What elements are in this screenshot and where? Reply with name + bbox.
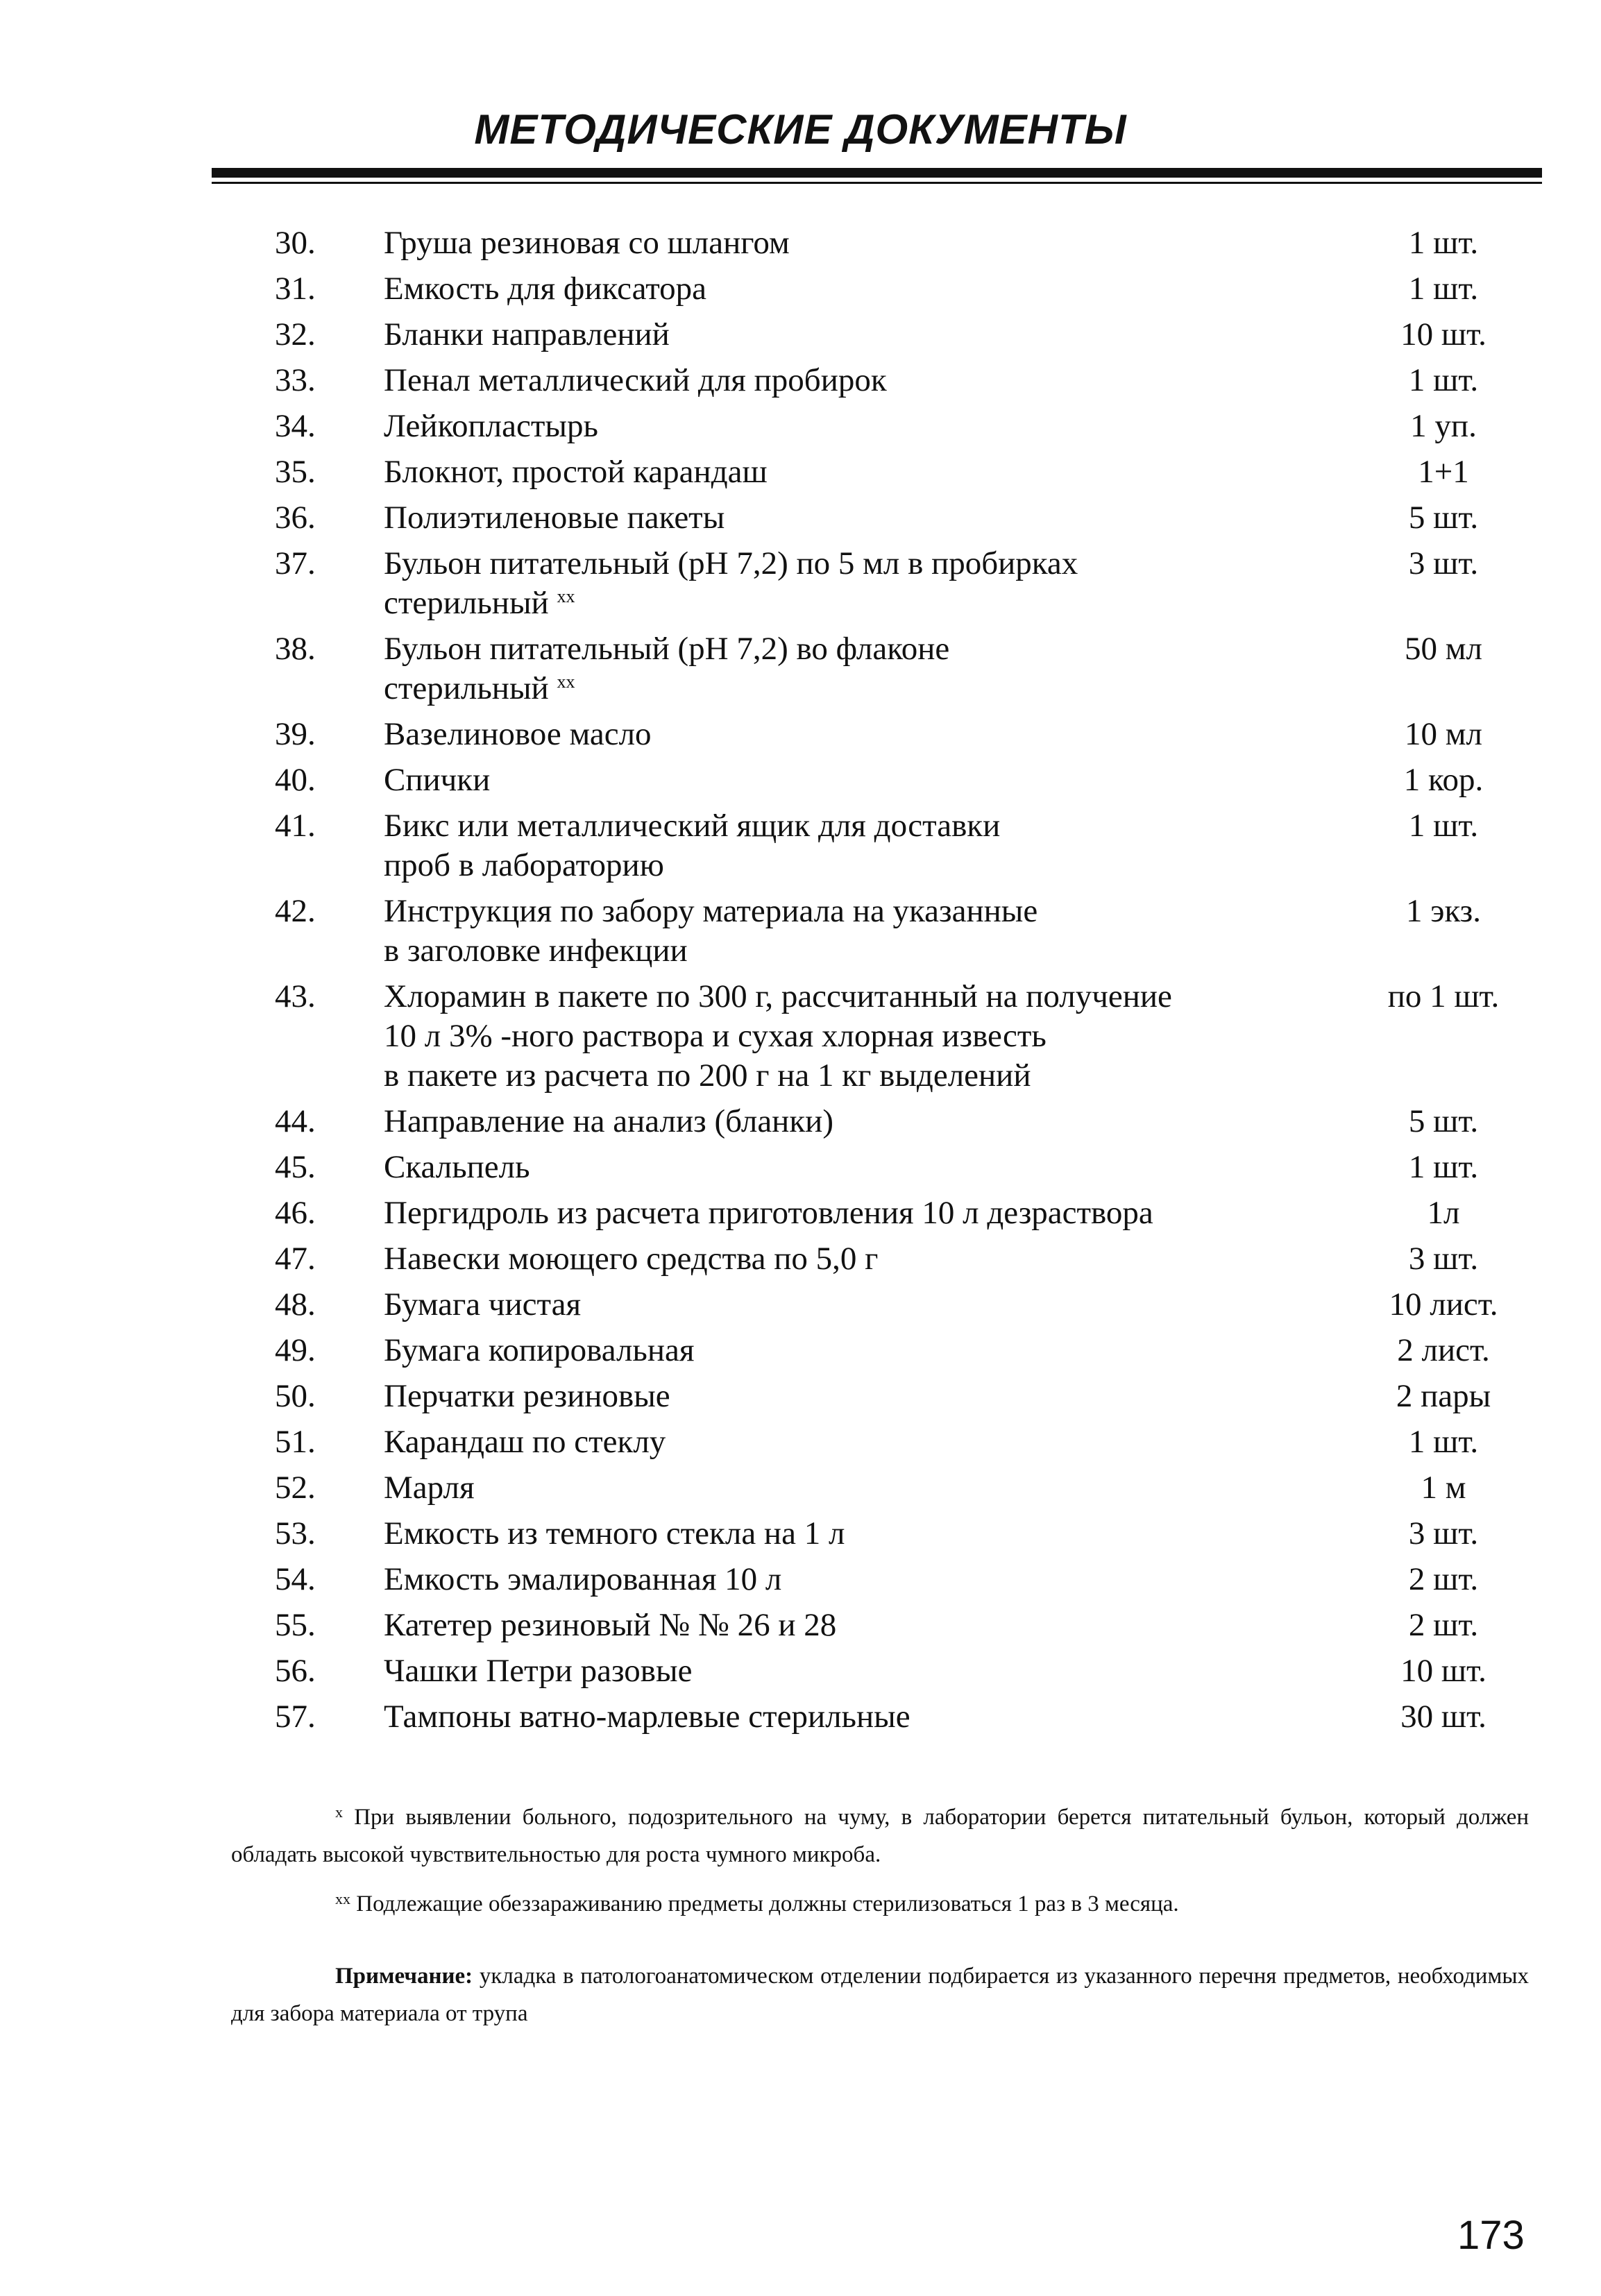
item-description-text: Бульон питательный (pH 7,2) по 5 мл в пробирках bbox=[384, 545, 1078, 581]
item-description-line bbox=[384, 1102, 1355, 1141]
list-item bbox=[0, 715, 1601, 754]
item-description bbox=[384, 1468, 1355, 1508]
item-description bbox=[384, 1422, 1355, 1462]
item-description bbox=[384, 452, 1355, 492]
item-description bbox=[384, 498, 1355, 538]
item-description bbox=[384, 629, 1355, 708]
item-number: 56. bbox=[275, 1653, 316, 1689]
item-quantity: 30 шт. bbox=[1400, 1699, 1486, 1735]
item-description-text: стерильный bbox=[384, 670, 549, 706]
item-quantity: 10 мл bbox=[1405, 716, 1482, 752]
item-quantity: 1 кор. bbox=[1403, 762, 1484, 798]
item-number: 33. bbox=[275, 362, 316, 398]
item-description-text: Скальпель bbox=[384, 1149, 530, 1185]
list-item bbox=[0, 977, 1601, 1096]
item-description-text: Пенал металлический для пробирок bbox=[384, 362, 887, 398]
item-description-text: Бумага чистая bbox=[384, 1286, 582, 1323]
list-item bbox=[0, 760, 1601, 800]
item-quantity: 3 шт. bbox=[1408, 1515, 1479, 1551]
footnote-ref: xx bbox=[557, 672, 575, 692]
item-quantity: 1 шт. bbox=[1408, 225, 1479, 261]
item-description bbox=[384, 1606, 1355, 1645]
footnote-2 bbox=[231, 1880, 1529, 1923]
item-description-line bbox=[384, 1193, 1355, 1233]
item-description bbox=[384, 223, 1355, 263]
item-description-line bbox=[384, 1148, 1355, 1187]
item-description bbox=[384, 1651, 1355, 1691]
item-description-text: Бланки направлений bbox=[384, 316, 670, 352]
item-description-line bbox=[384, 1285, 1355, 1325]
item-number: 38. bbox=[275, 631, 316, 667]
item-number: 37. bbox=[275, 545, 316, 581]
item-number: 52. bbox=[275, 1470, 316, 1506]
list-item bbox=[0, 544, 1601, 623]
list-item bbox=[0, 1422, 1601, 1462]
item-description-text: Емкость для фиксатора bbox=[384, 271, 707, 307]
item-description-text: Емкость эмалированная 10 л bbox=[384, 1561, 782, 1597]
item-description-line bbox=[384, 1422, 1355, 1462]
item-quantity: 1 шт. bbox=[1408, 808, 1479, 844]
list-item bbox=[0, 1606, 1601, 1645]
list-item bbox=[0, 1560, 1601, 1599]
list-item bbox=[0, 892, 1601, 971]
list-item bbox=[0, 629, 1601, 708]
item-number: 46. bbox=[275, 1195, 316, 1231]
list-item bbox=[0, 315, 1601, 355]
item-description bbox=[384, 1377, 1355, 1416]
item-quantity: 1 шт. bbox=[1408, 1424, 1479, 1460]
item-number: 43. bbox=[275, 978, 316, 1014]
item-quantity: 1 шт. bbox=[1408, 1149, 1479, 1185]
list-item bbox=[0, 1651, 1601, 1691]
item-number: 54. bbox=[275, 1561, 316, 1597]
list-item bbox=[0, 498, 1601, 538]
item-quantity: 2 шт. bbox=[1408, 1607, 1479, 1643]
item-description-line bbox=[384, 1468, 1355, 1508]
item-quantity: 5 шт. bbox=[1408, 500, 1479, 536]
item-quantity: 1+1 bbox=[1418, 454, 1469, 490]
item-description-line bbox=[384, 669, 1355, 708]
item-number: 57. bbox=[275, 1699, 316, 1735]
item-description-line bbox=[384, 361, 1355, 400]
item-description-line bbox=[384, 315, 1355, 355]
item-description-text: в заголовке инфекции bbox=[384, 933, 688, 969]
list-item bbox=[0, 1285, 1601, 1325]
item-description-text: Катетер резиновый № № 26 и 28 bbox=[384, 1607, 837, 1643]
item-description bbox=[384, 1697, 1355, 1737]
note-text: укладка в патологоанатомическом отделении подбирается из указанного перечня предметов, необходимых для забора материала от трупа bbox=[231, 1964, 1529, 2026]
item-number: 42. bbox=[275, 893, 316, 929]
item-description-line bbox=[384, 1331, 1355, 1370]
item-quantity: 50 мл bbox=[1405, 631, 1482, 667]
item-description bbox=[384, 806, 1355, 885]
list-item bbox=[0, 407, 1601, 446]
item-description bbox=[384, 760, 1355, 800]
item-description-text: Чашки Петри разовые bbox=[384, 1653, 693, 1689]
item-description bbox=[384, 977, 1355, 1096]
list-item bbox=[0, 452, 1601, 492]
list-item bbox=[0, 223, 1601, 263]
item-description-line bbox=[384, 269, 1355, 309]
item-number: 55. bbox=[275, 1607, 316, 1643]
item-number: 51. bbox=[275, 1424, 316, 1460]
item-description-text: Вазелиновое масло bbox=[384, 716, 652, 752]
item-quantity: 3 шт. bbox=[1408, 545, 1479, 581]
footnote-1-mark: x bbox=[335, 1803, 343, 1821]
item-description-text: Навески моющего средства по 5,0 г bbox=[384, 1241, 879, 1277]
item-description-line bbox=[384, 407, 1355, 446]
list-item bbox=[0, 1468, 1601, 1508]
item-quantity: 5 шт. bbox=[1408, 1103, 1479, 1139]
item-quantity: 10 лист. bbox=[1389, 1286, 1498, 1323]
list-item bbox=[0, 1193, 1601, 1233]
item-description bbox=[384, 892, 1355, 971]
item-description-text: Бумага копировальная bbox=[384, 1332, 695, 1368]
item-description-line bbox=[384, 1017, 1355, 1056]
item-description-text: Карандаш по стеклу bbox=[384, 1424, 666, 1460]
item-description bbox=[384, 1148, 1355, 1187]
item-number: 44. bbox=[275, 1103, 316, 1139]
item-description bbox=[384, 1560, 1355, 1599]
item-description-line bbox=[384, 452, 1355, 492]
item-description-text: Марля bbox=[384, 1470, 475, 1506]
item-quantity: 1л bbox=[1427, 1195, 1460, 1231]
item-quantity: 2 пары bbox=[1396, 1378, 1491, 1414]
item-description bbox=[384, 361, 1355, 400]
list-item bbox=[0, 1148, 1601, 1187]
item-description-line bbox=[384, 715, 1355, 754]
supply-list bbox=[0, 223, 1601, 1743]
item-description-line bbox=[384, 1056, 1355, 1096]
page-header-title: МЕТОДИЧЕСКИЕ ДОКУМЕНТЫ bbox=[474, 106, 1127, 153]
page-number: 173 bbox=[1457, 2213, 1525, 2258]
list-item bbox=[0, 1697, 1601, 1737]
item-description-line bbox=[384, 1239, 1355, 1279]
item-description bbox=[384, 315, 1355, 355]
item-description-text: Блокнот, простой карандаш bbox=[384, 454, 768, 490]
list-item bbox=[0, 806, 1601, 885]
item-description-text: Полиэтиленовые пакеты bbox=[384, 500, 725, 536]
item-number: 30. bbox=[275, 225, 316, 261]
footnotes bbox=[231, 1794, 1529, 2039]
item-description-line bbox=[384, 223, 1355, 263]
item-description-line bbox=[384, 1377, 1355, 1416]
item-quantity: 1 шт. bbox=[1408, 362, 1479, 398]
header-rule-thin bbox=[212, 182, 1542, 184]
item-quantity: 1 м bbox=[1421, 1470, 1466, 1506]
item-number: 50. bbox=[275, 1378, 316, 1414]
item-quantity: 1 шт. bbox=[1408, 271, 1479, 307]
item-description-text: Направление на анализ (бланки) bbox=[384, 1103, 833, 1139]
item-description-text: Хлорамин в пакете по 300 г, рассчитанный на получение bbox=[384, 978, 1172, 1014]
item-description-text: Груша резиновая со шлангом bbox=[384, 225, 790, 261]
item-number: 41. bbox=[275, 808, 316, 844]
footnote-ref: xx bbox=[557, 586, 575, 606]
item-quantity: 2 лист. bbox=[1397, 1332, 1490, 1368]
item-description-line bbox=[384, 1560, 1355, 1599]
item-description-line bbox=[384, 977, 1355, 1017]
item-quantity: 1 экз. bbox=[1406, 893, 1481, 929]
item-number: 32. bbox=[275, 316, 316, 352]
item-description-text: в пакете из расчета по 200 г на 1 кг выделений bbox=[384, 1057, 1031, 1094]
list-item bbox=[0, 1239, 1601, 1279]
item-description bbox=[384, 715, 1355, 754]
item-number: 36. bbox=[275, 500, 316, 536]
list-item bbox=[0, 1331, 1601, 1370]
item-description bbox=[384, 1285, 1355, 1325]
item-quantity: 3 шт. bbox=[1408, 1241, 1479, 1277]
item-number: 47. bbox=[275, 1241, 316, 1277]
item-description-line bbox=[384, 1651, 1355, 1691]
item-description-text: Лейкопластырь bbox=[384, 408, 598, 444]
item-quantity: 10 шт. bbox=[1400, 1653, 1486, 1689]
item-quantity: 1 уп. bbox=[1410, 408, 1477, 444]
item-description-line bbox=[384, 1697, 1355, 1737]
item-description bbox=[384, 1239, 1355, 1279]
note-label: Примечание: bbox=[335, 1964, 473, 1989]
list-item bbox=[0, 269, 1601, 309]
item-description-line bbox=[384, 544, 1355, 584]
item-number: 34. bbox=[275, 408, 316, 444]
item-description-line bbox=[384, 846, 1355, 885]
item-description bbox=[384, 1331, 1355, 1370]
item-description-text: Перчатки резиновые bbox=[384, 1378, 670, 1414]
item-number: 49. bbox=[275, 1332, 316, 1368]
footnote-1 bbox=[231, 1794, 1529, 1873]
list-item bbox=[0, 1102, 1601, 1141]
item-description-line bbox=[384, 629, 1355, 669]
item-description-text: Тампоны ватно-марлевые стерильные bbox=[384, 1699, 910, 1735]
footnote-1-text: При выявлении больного, подозрительного на чуму, в лаборатории берется питательный бульон, который должен обладать высокой чувствительностью для роста чумного микроба. bbox=[231, 1805, 1530, 1867]
item-description-text: Бикс или металлический ящик для доставки bbox=[384, 808, 1001, 844]
item-number: 35. bbox=[275, 454, 316, 490]
list-item bbox=[0, 361, 1601, 400]
item-quantity: по 1 шт. bbox=[1387, 978, 1500, 1014]
item-description-line bbox=[384, 760, 1355, 800]
item-description-text: Инструкция по забору материала на указанные bbox=[384, 893, 1038, 929]
item-quantity: 2 шт. bbox=[1408, 1561, 1479, 1597]
footnote-2-text: Подлежащие обеззараживанию предметы должны стерилизоваться 1 раз в 3 месяца. bbox=[356, 1891, 1179, 1916]
item-description bbox=[384, 407, 1355, 446]
header-rule-thick bbox=[212, 168, 1542, 178]
item-description-line bbox=[384, 892, 1355, 931]
item-description bbox=[384, 269, 1355, 309]
item-description-line bbox=[384, 1606, 1355, 1645]
item-description-text: Спички bbox=[384, 762, 491, 798]
item-description-line bbox=[384, 584, 1355, 623]
item-number: 31. bbox=[275, 271, 316, 307]
item-description-text: стерильный bbox=[384, 585, 549, 621]
note bbox=[231, 1957, 1529, 2032]
item-description bbox=[384, 544, 1355, 623]
footnote-2-mark: xx bbox=[335, 1890, 350, 1907]
item-description bbox=[384, 1102, 1355, 1141]
item-description-line bbox=[384, 806, 1355, 846]
item-description-line bbox=[384, 498, 1355, 538]
item-number: 39. bbox=[275, 716, 316, 752]
item-description bbox=[384, 1193, 1355, 1233]
item-description-text: Бульон питательный (pH 7,2) во флаконе bbox=[384, 631, 950, 667]
item-description bbox=[384, 1514, 1355, 1554]
item-number: 53. bbox=[275, 1515, 316, 1551]
item-number: 48. bbox=[275, 1286, 316, 1323]
item-number: 40. bbox=[275, 762, 316, 798]
item-description-text: проб в лабораторию bbox=[384, 847, 664, 883]
item-description-line bbox=[384, 1514, 1355, 1554]
item-description-text: 10 л 3% -ного раствора и сухая хлорная известь bbox=[384, 1018, 1047, 1054]
item-description-text: Емкость из темного стекла на 1 л bbox=[384, 1515, 845, 1551]
item-quantity: 10 шт. bbox=[1400, 316, 1486, 352]
list-item bbox=[0, 1514, 1601, 1554]
list-item bbox=[0, 1377, 1601, 1416]
item-description-text: Пергидроль из расчета приготовления 10 л дезраствора bbox=[384, 1195, 1153, 1231]
item-number: 45. bbox=[275, 1149, 316, 1185]
item-description-line bbox=[384, 931, 1355, 971]
